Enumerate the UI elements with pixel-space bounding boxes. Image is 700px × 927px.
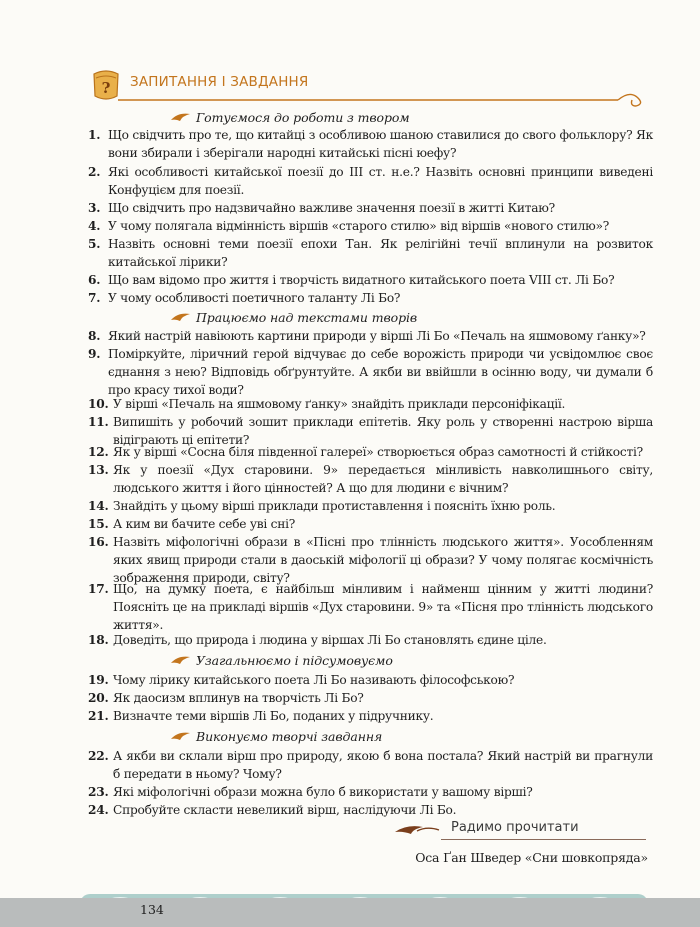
section-header [88,68,648,108]
header-ornament-line [118,88,648,110]
question-item: 5. Назвіть основні теми поезії епохи Тан. Як релігійні течії вплинули на розвиток китайської лірики? [88,237,653,270]
section-heading-2: Працюємо над текстами творів [170,310,417,328]
question-item: 6. Що вам відомо про життя і творчість видатного китайського поета VIII ст. Лі Бо? [88,273,615,287]
recommended-reading [393,818,645,842]
question-item: 8. Який настрій навіюють картини природи у вірші Лі Бо «Печаль на яшмовому ґанку»? [88,329,646,343]
divider [441,839,646,840]
page-number: 134 [140,902,164,917]
question-item: 7. У чому особливості поетичного таланту Лі Бо? [88,291,401,305]
leaf-ornament-icon [170,311,192,323]
question-item: 11. Випишіть у робочий зошит приклади епітетів. Яку роль у створенні настрою вірша відіграють ці епітети? [88,415,653,448]
question-item: 24. Спробуйте скласти невеликий вірш, наслідуючи Лі Бо. [88,803,457,817]
section-heading-3: Узагальнюємо і підсумовуємо [170,653,393,671]
recommended-reading-title: Радимо прочитати [451,820,579,835]
question-item: 1. Що свідчить про те, що китайці з особливою шаною ставилися до свого фольклору? Як вони збирали і зберігали народні китайські пісні юефу? [88,128,653,161]
question-item: 4. У чому полягала відмінність віршів «старого стилю» від віршів «нового стилю»? [88,219,609,233]
scan-edge [0,898,700,927]
question-item: 3. Що свідчить про надзвичайно важливе значення поезії в житті Китаю? [88,201,555,215]
book-reference: Оса Ґан Шведер «Сни шовкопряда» [415,850,648,865]
question-item: 23. Які міфологічні образи можна було б використати у вашому вірші? [88,785,533,799]
leaf-ornament-icon [170,111,192,123]
question-item: 15. А ким ви бачите себе уві сні? [88,517,296,531]
question-item: 2. Які особливості китайської поезії до III ст. н.е.? Назвіть основні принципи виведені Конфуцієм для поезії. [88,165,653,198]
leaf-ornament-icon [170,654,192,666]
leaf-ornament-icon [170,730,192,742]
question-item: 10. У вірші «Печаль на яшмовому ґанку» знайдіть приклади персоніфікації. [88,397,566,411]
question-item: 9. Поміркуйте, ліричний герой відчуває до себе ворожість природи чи усвідомлює своє єднання з нею? Відповідь обґрунтуйте. А якби ви ввійшли в осінню воду, чи думали б про красу тихої води? [88,347,653,398]
question-item: 18. Доведіть, що природа і людина у віршах Лі Бо становлять єдине ціле. [88,633,547,647]
question-item: 22. А якби ви склали вірш про природу, якою б вона постала? Який настрій ви прагнули б передати в ньому? Чому? [88,749,653,782]
question-item: 13. Як у поезії «Дух старовини. 9» передається мінливість навколишнього світу, людського життя і його цінностей? А що для людини є вічним? [88,463,653,496]
section-title: ЗАПИТАННЯ І ЗАВДАННЯ [130,74,309,90]
question-item: 20. Як даосизм вплинув на творчість Лі Бо? [88,691,364,705]
svg-text:?: ? [101,79,111,97]
question-item: 17. Що, на думку поета, є найбільш мінливим і найменш цінним у житті людини? Поясніть це на прикладі віршів «Дух старовини. 9» та «Пісня про тлінність людського життя». [88,582,653,633]
question-item: 14. Знайдіть у цьому вірші приклади протиставлення і поясніть їхню роль. [88,499,556,513]
question-item: 19. Чому лірику китайського поета Лі Бо називають філософською? [88,673,515,687]
question-item: 12. Як у вірші «Сосна біля південної галереї» створюється образ самотності й стійкості? [88,445,643,459]
section-heading-4: Виконуємо творчі завдання [170,729,382,747]
question-item: 16. Назвіть міфологічні образи в «Пісні про тлінність людського життя». Уособленням яких явищ природи стали в даоській міфології ці образи? У чому полягає космічність зображення природи, світу? [88,535,653,586]
question-item: 21. Визначте теми віршів Лі Бо, поданих у підручнику. [88,709,434,723]
section-heading-1: Готуємося до роботи з твором [170,110,410,128]
feather-ornament-icon [393,822,441,836]
